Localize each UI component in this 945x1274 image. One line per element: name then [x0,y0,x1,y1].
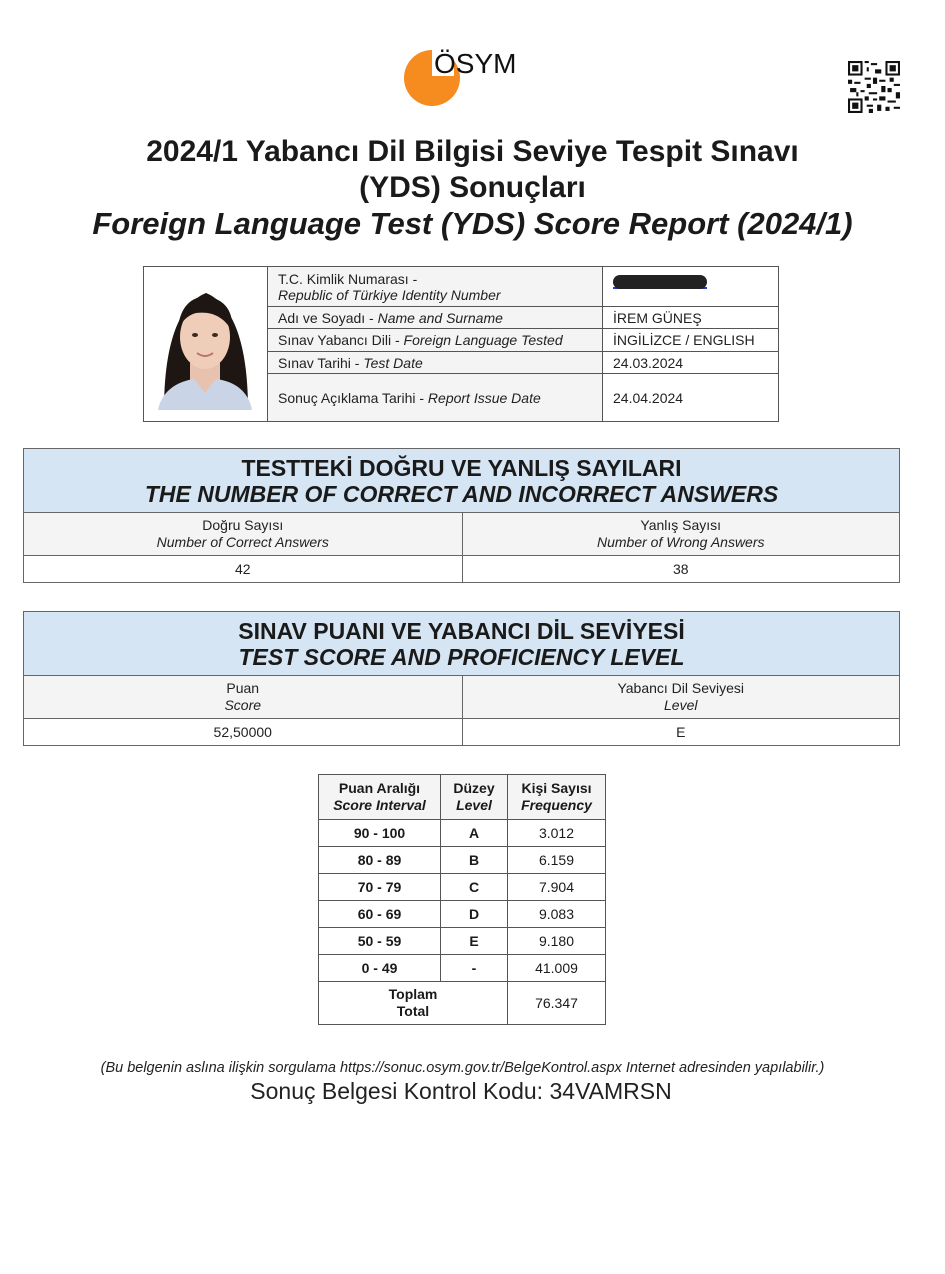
label-en: Level [664,697,698,713]
level-label [462,676,900,718]
wrong-count-label [462,513,900,555]
identity-row-test-date [268,352,778,374]
score-heading-en: TEST SCORE AND PROFICIENCY LEVEL [238,644,685,670]
test-score: 52,50000 [213,724,272,740]
proficiency-level: E [462,719,900,745]
identity-row-name [268,307,778,329]
score-interval: 70 - 79 [319,874,441,901]
identity-row-language [268,329,778,352]
level: E [441,928,508,955]
candidate-name: İREM GÜNEŞ [613,309,702,326]
table-row [319,820,606,847]
header-en: Level [456,797,492,813]
table-row [319,901,606,928]
verification-note: (Bu belgenin aslına ilişkin sorgulama https://sonuc.osym.gov.tr/BelgeKontrol.aspx Internet adresinden yapılabilir.) [100,1060,825,1076]
header-tr: Puan Aralığı [338,780,421,796]
identity-label-en: Republic of Türkiye Identity Number [278,286,501,303]
answers-labels-row [24,513,899,556]
frequency: 41.009 [508,955,606,982]
score-distribution-table [318,774,606,1025]
score-heading-tr: SINAV PUANI VE YABANCI DİL SEVİYESİ [238,618,685,644]
identity-number-redacted [603,267,778,306]
table-row [319,955,606,982]
logo-text: ÖSYM [434,48,517,79]
title-line-2: (YDS) Sonuçları [359,171,586,204]
control-code: Sonuç Belgesi Kontrol Kodu: 34VAMRSN [250,1078,672,1104]
score-interval: 50 - 59 [319,928,441,955]
redaction-mark [613,275,707,289]
score-heading [24,612,899,676]
identity-label-tr: Sınav Tarihi - [278,354,364,371]
osym-logo [404,48,522,108]
total-label-en: Total [396,1003,430,1019]
frequency: 3.012 [508,820,606,847]
header-en: Score Interval [333,797,426,813]
level: A [441,820,508,847]
table-row [319,847,606,874]
correct-count-label [24,513,462,555]
identity-table [143,266,779,422]
answers-heading-tr: TESTTEKİ DOĞRU VE YANLIŞ SAYILARI [241,455,682,481]
label-en: Number of Correct Answers [156,534,329,550]
candidate-photo [144,267,268,421]
frequency: 9.180 [508,928,606,955]
identity-label-tr: Sonuç Açıklama Tarihi - [278,389,428,406]
level: B [441,847,508,874]
header-level [441,775,508,820]
label-tr: Yabancı Dil Seviyesi [617,680,745,696]
label-tr: Yanlış Sayısı [640,517,722,533]
identity-label-en: Report Issue Date [427,389,541,406]
score-interval: 80 - 89 [319,847,441,874]
header-en: Frequency [521,797,592,813]
report-issue-date: 24.04.2024 [613,389,684,406]
identity-row-tc-number [268,267,778,307]
total-row [319,982,606,1025]
answers-section [23,448,900,583]
header-tr: Düzey [453,780,495,796]
table-row [319,874,606,901]
score-labels-row [24,676,899,719]
score-interval: 60 - 69 [319,901,441,928]
score-section [23,611,900,746]
wrong-count: 38 [462,556,900,582]
correct-count: 42 [234,561,251,577]
frequency: 9.083 [508,901,606,928]
distribution-header-row [319,775,606,820]
score-label [24,676,462,718]
header-frequency [508,775,606,820]
frequency: 6.159 [508,847,606,874]
test-date: 24.03.2024 [613,354,684,371]
header-tr: Kişi Sayısı [521,780,592,796]
identity-label-en: Foreign Language Tested [403,332,563,348]
header-score-interval [319,775,441,820]
level: D [441,901,508,928]
score-values-row [24,719,899,745]
identity-label-tr: Adı ve Soyadı - [278,309,378,326]
identity-row-issue-date [268,374,778,421]
identity-label-en: Test Date [363,354,423,371]
language-tested: İNGİLİZCE / ENGLISH [613,332,755,348]
total-label-tr: Toplam [388,986,438,1002]
answers-values-row [24,556,899,582]
identity-label-tr: T.C. Kimlik Numarası - [278,270,418,287]
level: C [441,874,508,901]
answers-heading [24,449,899,513]
total-label [319,982,508,1025]
score-interval: 90 - 100 [319,820,441,847]
table-row [319,928,606,955]
answers-heading-en: THE NUMBER OF CORRECT AND INCORRECT ANSWERS [144,481,779,507]
total-frequency: 76.347 [508,982,606,1025]
identity-label-en: Name and Surname [377,309,503,326]
title-line-english: Foreign Language Test (YDS) Score Report (2024/1) [92,206,853,241]
label-en: Number of Wrong Answers [596,534,765,550]
label-tr: Doğru Sayısı [202,517,284,533]
title-line-1: 2024/1 Yabancı Dil Bilgisi Seviye Tespit Sınavı [146,135,799,168]
frequency: 7.904 [508,874,606,901]
label-tr: Puan [226,680,260,696]
level: - [441,955,508,982]
identity-label-tr: Sınav Yabancı Dili - [278,332,404,348]
qr-code-icon [848,61,900,113]
score-interval: 0 - 49 [319,955,441,982]
label-en: Score [224,697,262,713]
